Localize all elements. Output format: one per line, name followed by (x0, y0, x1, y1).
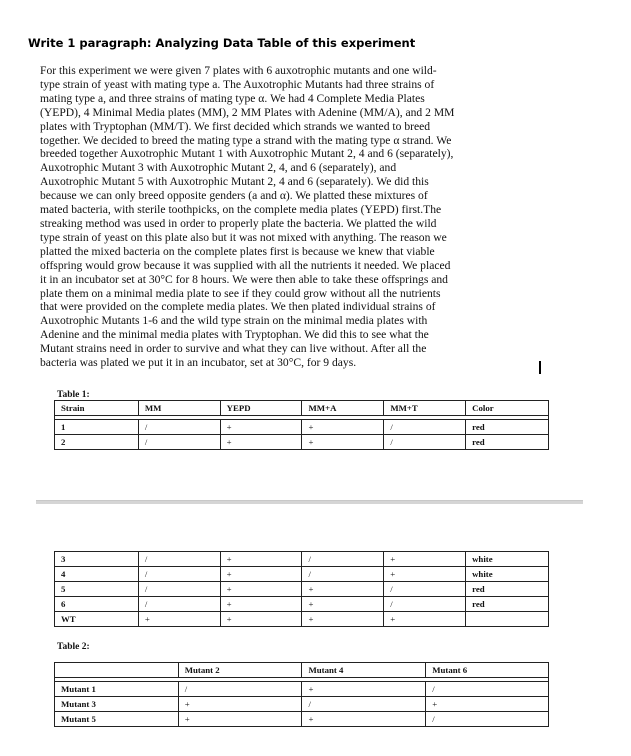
table1-row (55, 597, 549, 612)
table1-cell: / (138, 435, 220, 450)
table2-cell: + (178, 712, 302, 727)
table2-cell: Mutant 3 (55, 697, 179, 712)
paragraph-line: Adenine and the minimal media plates with Tryptophan. We did this to see what the (40, 328, 429, 342)
paragraph-line: mating type a, and three strains of mating type α. We had 4 Complete Media Plates (40, 91, 425, 105)
paragraph-line: type strain of yeast with mating type a. The Auxotrophic Mutants had three strains of (40, 77, 435, 91)
table1-cell: / (384, 597, 466, 612)
table1-header-cell: MM+T (384, 401, 466, 416)
table1-cell: + (384, 552, 466, 567)
table2-row (55, 682, 549, 697)
table1-continued (54, 551, 549, 627)
table1-cell: / (302, 567, 384, 582)
table1-header-cell: MM+A (302, 401, 384, 416)
table2-cell: + (302, 682, 426, 697)
paragraph-line: because we can only breed opposite genders (a and α). We platted these mixtures of (40, 189, 428, 203)
table1-label: Table 1: (57, 390, 90, 400)
table1-cell: 2 (55, 435, 139, 450)
table2-header-cell (55, 663, 179, 678)
table1-cell: + (302, 612, 384, 627)
table1-cell: + (302, 435, 384, 450)
paragraph-line: For this experiment we were given 7 plates with 6 auxotrophic mutants and one wild- (40, 64, 437, 77)
paragraph-line: mated bacteria, with sterile toothpicks, on the complete media plates (YEPD) first.The (40, 203, 442, 217)
table1-cell: / (384, 582, 466, 597)
table1-cell: + (220, 435, 302, 450)
table2-header-cell: Mutant 6 (426, 663, 549, 678)
page-break-divider (36, 500, 583, 504)
table1-header-cell: Strain (55, 401, 139, 416)
table2-row (55, 697, 549, 712)
paragraph-line: offspring would grow because it was supplied with all the nutrients it needed. We placed (40, 258, 451, 272)
table2-cell: + (302, 712, 426, 727)
paragraph-line: platted the mixed bacteria on the complete plates first is because we knew that viable (40, 244, 435, 258)
table1-header-row (55, 401, 549, 416)
paragraph-line: streaking method was used in order to properly plate the bacteria. We platted the wild (40, 216, 437, 230)
table1-cell: + (220, 582, 302, 597)
table1-row (55, 567, 549, 582)
experiment-paragraph (40, 64, 545, 370)
paragraph-line: Auxotrophic Mutant 3 with Auxotrophic Mutant 2, 4, and 6 (separately), and (40, 161, 397, 175)
paragraph-line: plates with Tryptophan (MM/T). We first decided which strands we wanted to breed (40, 119, 431, 133)
table2-header-cell: Mutant 4 (302, 663, 426, 678)
paragraph-line: plate them on a minimal media plate to see if they could grow without all the nutrients (40, 286, 441, 300)
table1-cell: 1 (55, 420, 139, 435)
table1-cell: 4 (55, 567, 139, 582)
table2-cell: + (178, 697, 302, 712)
table1-cell: white (466, 552, 549, 567)
table1-header-cell: Color (466, 401, 549, 416)
table1-cell: + (384, 567, 466, 582)
table1-cell: / (138, 567, 220, 582)
table2-cell: / (302, 697, 426, 712)
table1-cell: WT (55, 612, 139, 627)
table2-header-row (55, 663, 549, 678)
table1-cell: + (220, 420, 302, 435)
table1-cell: 6 (55, 597, 139, 612)
paragraph-line: that were provided on the complete media plates. We then plated individual strains of (40, 300, 436, 314)
table1-cell: / (138, 420, 220, 435)
table1-cell: red (466, 420, 549, 435)
table1-row (55, 420, 549, 435)
table2-cell: Mutant 5 (55, 712, 179, 727)
table1-cell: + (220, 612, 302, 627)
table1-row (55, 435, 549, 450)
table1-row (55, 552, 549, 567)
table2-cell: Mutant 1 (55, 682, 179, 697)
table2-cell: / (426, 712, 549, 727)
table1-cell: / (302, 552, 384, 567)
table1-cell: / (138, 582, 220, 597)
table1-row (55, 582, 549, 597)
table1-cell: + (302, 597, 384, 612)
paragraph-line: type strain of yeast on this plate also but it was not mixed with anything. The reason we (40, 230, 447, 244)
paragraph-line: Mutant strains need in order to survive and what they can live without. After all the (40, 342, 427, 356)
table1-cell: / (138, 597, 220, 612)
table1-cell: + (138, 612, 220, 627)
table1-cell: 5 (55, 582, 139, 597)
table2-row (55, 712, 549, 727)
paragraph-line: bacteria was plated we put it in an incubator, set at 30°C, for 9 days. (40, 356, 357, 370)
text-cursor (539, 361, 541, 374)
table1-cell: red (466, 597, 549, 612)
table1-cell (466, 612, 549, 627)
paragraph-line: Auxotrophic Mutants 1-6 and the wild type strain on the minimal media plates with (40, 314, 428, 328)
table2-label: Table 2: (57, 642, 90, 652)
table1-cell: + (220, 567, 302, 582)
table1-cell: 3 (55, 552, 139, 567)
assignment-heading: Write 1 paragraph: Analyzing Data Table of this experiment (28, 36, 416, 50)
paragraph-line: it in an incubator set at 30°C for 8 hours. We were then able to take these offsprings and (40, 272, 448, 286)
table1-top (54, 400, 549, 450)
table2-cell: / (426, 682, 549, 697)
table1-cell: + (220, 552, 302, 567)
table2 (54, 662, 549, 727)
table1-cell: red (466, 582, 549, 597)
table1-cell: + (302, 582, 384, 597)
paragraph-line: together. We decided to breed the mating type a strand with the mating type α strand. We (40, 133, 452, 147)
table1-row (55, 612, 549, 627)
table1-cell: red (466, 435, 549, 450)
table2-header-cell: Mutant 2 (178, 663, 302, 678)
paragraph-line: (YEPD), 4 Minimal Media plates (MM), 2 MM Plates with Adenine (MM/A), and 2 MM (40, 105, 455, 119)
table2-cell: / (178, 682, 302, 697)
table1-cell: + (302, 420, 384, 435)
table1-cell: + (220, 597, 302, 612)
table1-cell: + (384, 612, 466, 627)
table1-header-cell: MM (138, 401, 220, 416)
table1-cell: white (466, 567, 549, 582)
table1-cell: / (384, 435, 466, 450)
table1-cell: / (138, 552, 220, 567)
paragraph-line: breeded together Auxotrophic Mutant 1 with Auxotrophic Mutant 2, 4 and 6 (separately), (40, 147, 454, 161)
table1-header-cell: YEPD (220, 401, 302, 416)
table1-cell: / (384, 420, 466, 435)
paragraph-line: Auxotrophic Mutant 5 with Auxotrophic Mutant 2, 4 and 6 (separately). We did this (40, 175, 429, 189)
table2-cell: + (426, 697, 549, 712)
